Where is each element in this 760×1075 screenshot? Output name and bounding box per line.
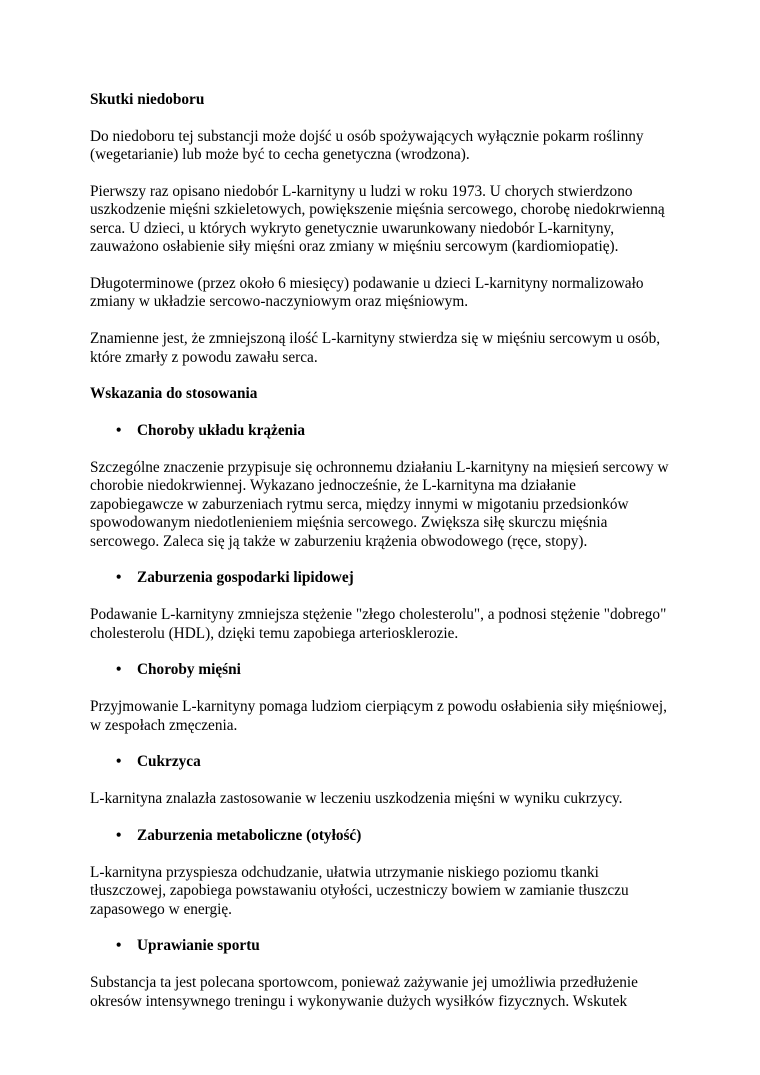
paragraph: Przyjmowanie L-karnityny pomaga ludziom cierpiącym z powodu osłabienia siły mięśniowej, w zespołach zmęczenia. (90, 698, 667, 734)
paragraph: L-karnityna przyspiesza odchudzanie, ułatwia utrzymanie niskiego poziomu tkanki tłuszczowej, zapobiega powstawaniu otyłości, uczestniczy bowiem w zamianie tłuszczu zapasowego w energię. (90, 863, 629, 918)
list-item-label: Zaburzenia gospodarki lipidowej (137, 569, 354, 587)
bullet-icon: • (116, 569, 122, 587)
section-heading-skutki-niedoboru: Skutki niedoboru (90, 91, 205, 108)
paragraph: Znamienne jest, że zmniejszoną ilość L-karnityny stwierdza się w mięśniu sercowym u osób, które zmarły z powodu zawału serca. (90, 330, 661, 366)
bullet-icon: • (116, 661, 122, 679)
list-item-choroby-ukladu-krazenia (90, 422, 670, 440)
list-item-label: Uprawianie sportu (137, 937, 260, 955)
paragraph: Podawanie L-karnityny zmniejsza stężenie "złego cholesterolu", a podnosi stężenie "dobrego" cholesterolu (HDL), dzięki temu zapobiega arteriosklerozie. (90, 606, 667, 642)
list-item-uprawianie-sportu (90, 937, 670, 955)
section-heading-wskazania-do-stosowania: Wskazania do stosowania (90, 385, 258, 403)
list-item-label: Cukrzyca (137, 753, 201, 771)
list-item-label: Zaburzenia metaboliczne (otyłość) (137, 827, 362, 845)
list-item-label: Choroby układu krążenia (137, 422, 306, 440)
paragraph: Długoterminowe (przez około 6 miesięcy) podawanie u dzieci L-karnityny normalizowało zmiany w układzie sercowo-naczyniowym oraz mięśniowym. (90, 275, 644, 311)
list-item-choroby-miesni (90, 661, 670, 679)
paragraph: Substancja ta jest polecana sportowcom, ponieważ zażywanie jej umożliwia przedłużenie okresów intensywnego treningu i wykonywanie dużych wysiłków fizycznych. Wskutek (90, 974, 638, 1010)
list-item-label: Choroby mięśni (137, 661, 241, 679)
paragraph: Do niedoboru tej substancji może dojść u osób spożywających wyłącznie pokarm roślinny (wegetarianie) lub może być to cecha genetyczna (wrodzona). (90, 127, 644, 164)
list-item-cukrzyca (90, 753, 670, 771)
list-item-zaburzenia-metaboliczne (90, 827, 670, 845)
bullet-icon: • (116, 937, 122, 955)
bullet-icon: • (116, 422, 122, 440)
bullet-icon: • (116, 827, 122, 845)
list-item-zaburzenia-gospodarki-lipidowej (90, 569, 670, 587)
paragraph: Pierwszy raz opisano niedobór L-karnityny u ludzi w roku 1973. U chorych stwierdzono uszkodzenie mięśni szkieletowych, powiększenie mięśnia sercowego, chorobę niedokrwienną serca. U dzieci, u których wykryto genetycznie uwarunkowany niedobór L-karnityny, zauważono osłabienie siły mięśni oraz zmiany w mięśniu sercowym (kardiomiopatię). (90, 183, 665, 256)
paragraph: Szczególne znaczenie przypisuje się ochronnemu działaniu L-karnityny na mięsień sercowy w chorobie niedokrwiennej. Wykazano jednocześnie, że L-karnityna ma działanie zapobiegawcze w zaburzeniach rytmu serca, między innymi w migotaniu przedsionków spowodowanym niedotlenieniem mięśnia sercowego. Zwiększa siłę skurczu mięśnia sercowego. Zaleca się ją także w zaburzeniu krążenia obwodowego (ręce, stopy). (90, 459, 669, 550)
bullet-icon: • (116, 753, 122, 771)
paragraph: L-karnityna znalazła zastosowanie w leczeniu uszkodzenia mięśni w wyniku cukrzycy. (90, 790, 623, 808)
